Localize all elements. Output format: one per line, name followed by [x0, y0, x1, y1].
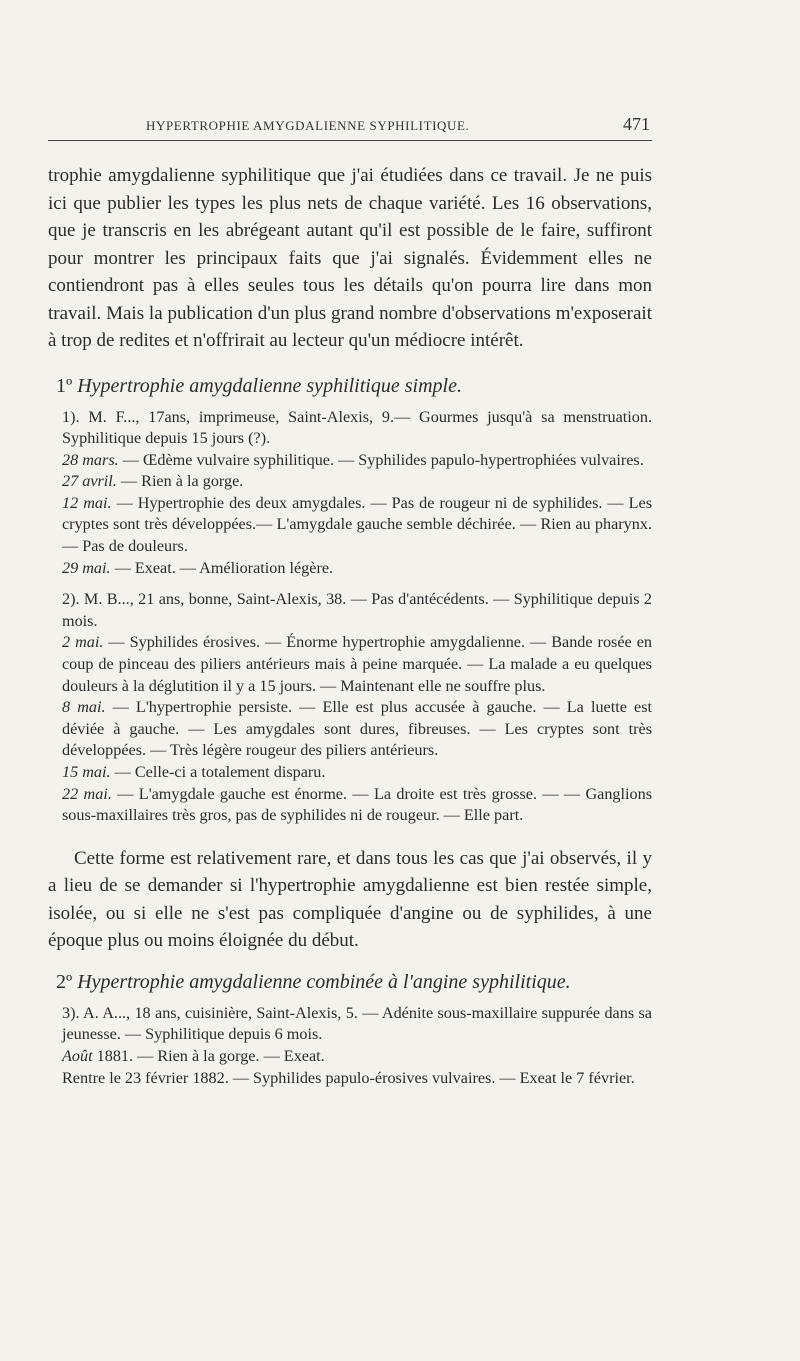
entry-date: 8 mai. [62, 698, 106, 717]
entry-date: 12 mai. [62, 493, 112, 512]
entry-date: Août [62, 1046, 93, 1065]
entry-text: — Œdème vulvaire syphilitique. — Syphilides papulo-hypertrophiées vulvaires. [118, 450, 644, 469]
observation-heading: 3). A. A..., 18 ans, cuisinière, Saint-Alexis, 5. — Adénite sous-maxillaire suppurée dans sa jeunesse. — Syphilitique depuis 6 mois. [62, 1003, 652, 1044]
observation-entry [48, 471, 652, 493]
entry-text: — Syphilides érosives. — Énorme hypertrophie amygdalienne. — Bande rosée en coup de pinceau des piliers antérieurs mais à peine marquée. — La malade a eu quelques douleurs à la déglutition il y a 15 jours. — Maintenant elle ne souffre plus. [62, 633, 652, 695]
observation-heading: 2). M. B..., 21 ans, bonne, Saint-Alexis, 38. — Pas d'antécédents. — Syphilitique depuis 2 mois. [62, 590, 652, 630]
observation-entry: Rentre le 23 février 1882. — Syphilides papulo-érosives vulvaires. — Exeat le 7 février. [62, 1068, 635, 1087]
intro-paragraph: trophie amygdalienne syphilitique que j'ai étudiées dans ce travail. Je ne puis ici que publier les types les plus nets de chaque variété. Les 16 observations, que je transcris en les abrégeant autant qu'il est possible de le faire, suffiront pour montrer les principaux faits que j'ai signalés. Évidemment elles ne contiendront pas à elles seules tous les détails qu'on pourra lire dans mon travail. Mais la publication d'un plus grand nombre d'observations m'exposerait à trop de redites et n'offrirait au lecteur qu'un médiocre intérêt. [48, 165, 652, 351]
observation-1 [48, 407, 652, 580]
observation-entry [48, 784, 652, 827]
observation-entry [48, 762, 652, 784]
observation-entry [48, 450, 652, 472]
observation-entry [48, 1046, 652, 1068]
entry-date: 29 mai. [62, 558, 111, 577]
entry-text: — Hypertrophie des deux amygdales. — Pas de rougeur ni de syphilides. — Les cryptes sont très développées.— L'amygdale gauche semble déchirée. — Rien au pharynx. — Pas de douleurs. [62, 493, 653, 556]
entry-text: 1881. — Rien à la gorge. — Exeat. [92, 1046, 325, 1065]
observation-entry [48, 558, 652, 580]
entry-date: 27 avril. [62, 472, 117, 491]
entry-date: 28 mars. [62, 450, 119, 469]
observation-3 [48, 1003, 652, 1089]
entry-text: — L'hypertrophie persiste. — Elle est plus accusée à gauche. — La luette est déviée à gauche. — Les amygdales sont dures, fibreuses. — Les cryptes sont très développées. — Très légère rougeur des piliers antérieurs. [62, 698, 653, 760]
section-title: Hypertrophie amygdalienne syphilitique simple. [77, 374, 462, 397]
section-heading-2 [48, 967, 652, 997]
entry-date: 22 mai. [62, 784, 112, 803]
section-title: Hypertrophie amygdalienne combinée à l'angine syphilitique. [77, 970, 571, 993]
observation-entry [48, 493, 652, 558]
comment-paragraph: Cette forme est relativement rare, et dans tous les cas que j'ai observés, il y a lieu de se demander si l'hypertrophie amygdalienne est bien restée simple, isolée, ou si elle ne s'est pas compliquée d'angine ou de syphilides, à une époque plus ou moins éloignée du début. [48, 847, 652, 952]
observation-2 [48, 589, 652, 827]
observation-entry [48, 632, 652, 697]
entry-date: 15 mai. [62, 763, 111, 781]
entry-text: — L'amygdale gauche est énorme. — La droite est très grosse. — — Ganglions sous-maxillaires très gros, pas de syphilides ni de rougeur. — Elle part. [62, 784, 652, 825]
page-number: 471 [623, 114, 650, 134]
entry-date: 2 mai. [62, 633, 104, 652]
running-title: HYPERTROPHIE AMYGDALIENNE SYPHILITIQUE. [146, 118, 470, 133]
section-number: 1º [56, 374, 73, 397]
observation-heading: 1). M. F..., 17ans, imprimeuse, Saint-Alexis, 9.— Gourmes jusqu'à sa menstruation. Syphilitique depuis 15 jours (?). [62, 407, 652, 448]
running-header [48, 114, 652, 141]
section-number: 2º [56, 970, 73, 993]
entry-text: — Rien à la gorge. [116, 472, 244, 491]
entry-text: — Exeat. — Amélioration légère. [110, 558, 334, 577]
observation-entry [48, 697, 652, 762]
entry-text: — Celle-ci a totalement disparu. [110, 763, 326, 781]
page-body [48, 162, 652, 1099]
section-heading-1 [48, 371, 652, 401]
